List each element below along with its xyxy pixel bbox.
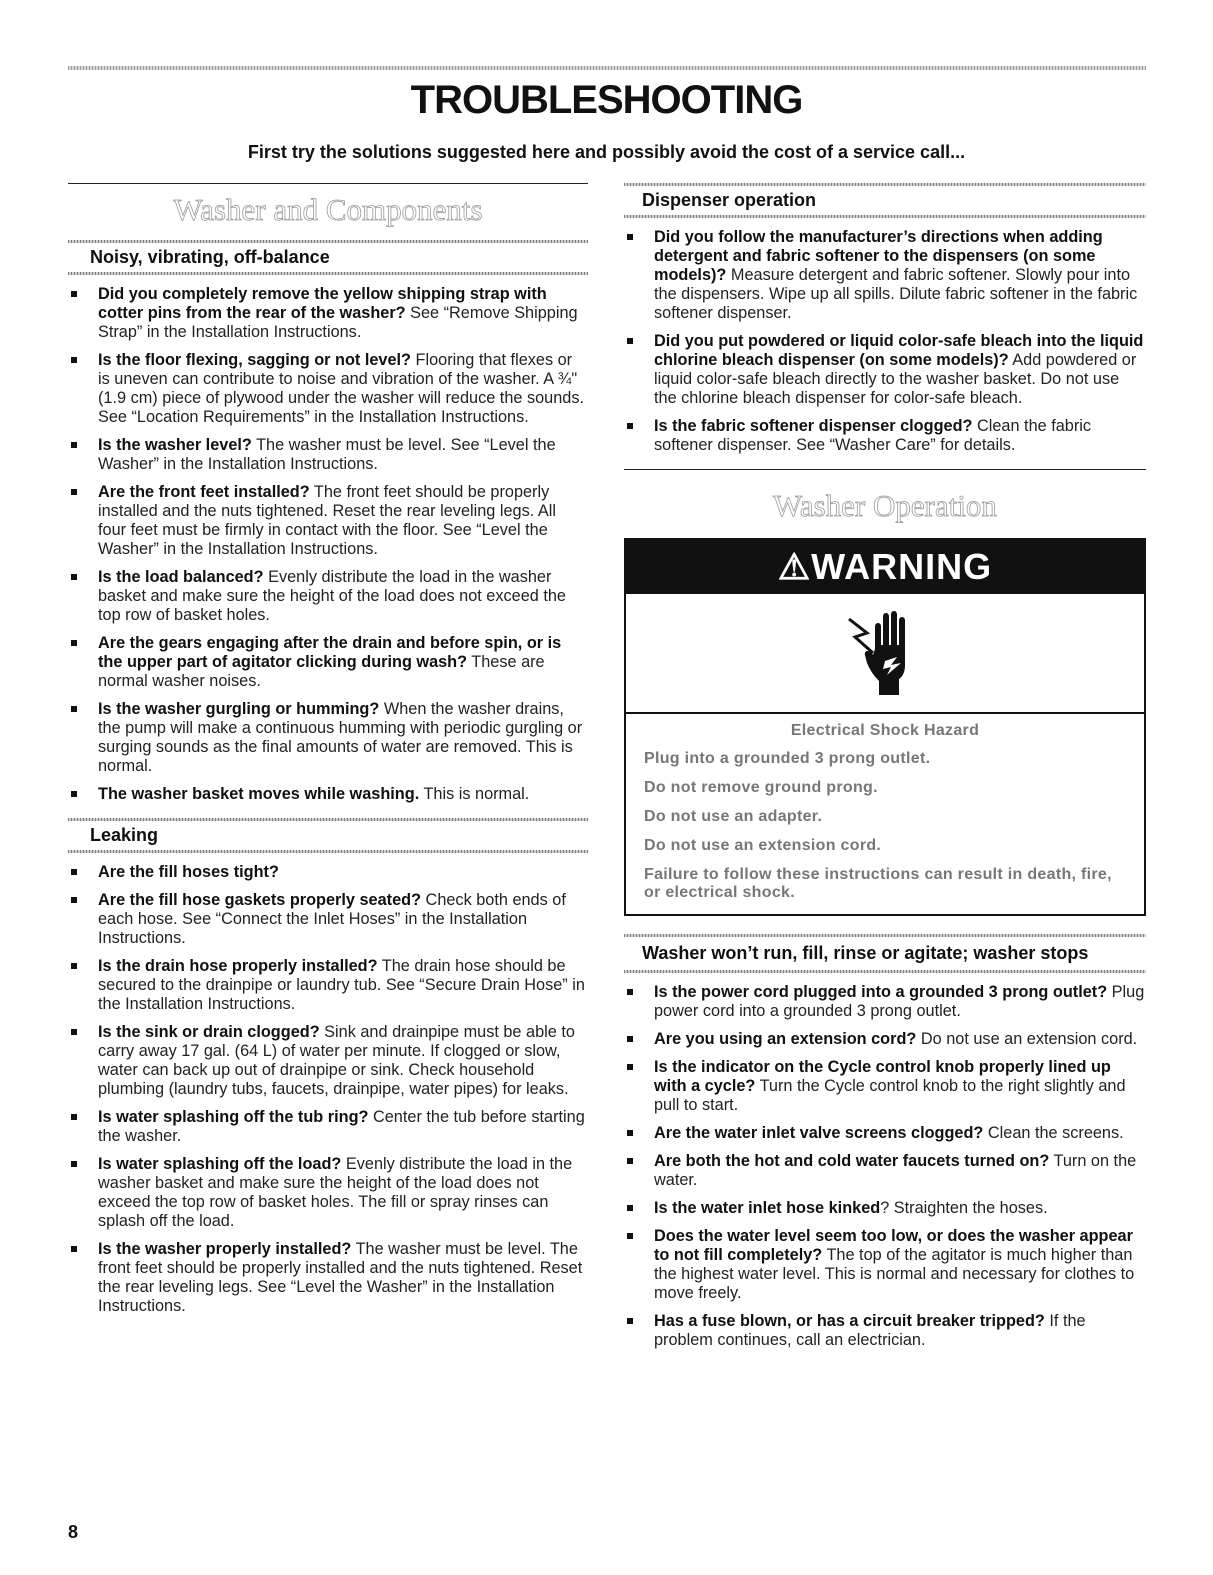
list-item <box>68 1023 588 1099</box>
answer-text: ? Straighten the hoses. <box>880 1199 1048 1217</box>
warning-box <box>624 594 1146 916</box>
answer-text: Evenly distribute the load in the washer basket and make sure the height of the load does not exceed the top row of basket holes. <box>98 568 566 624</box>
dotted-rule <box>68 850 588 853</box>
warning-icon-area <box>626 594 1144 714</box>
leaking-list <box>68 863 588 1316</box>
warning-header: ⚠WARNING <box>624 538 1146 594</box>
answer-text: Evenly distribute the load in the washer basket and make sure the height of the load does not exceed the top row of basket holes. The fill or spray rinses can splash off the load. <box>98 1155 573 1230</box>
list-item <box>624 983 1146 1021</box>
dotted-rule <box>68 818 588 821</box>
list-item <box>624 1199 1146 1218</box>
answer-text: Clean the screens. <box>983 1124 1124 1142</box>
section-heading-washer-components: Washer and Components <box>173 192 483 227</box>
question-text: Is the washer gurgling or humming? <box>98 700 380 718</box>
answer-text: Sink and drainpipe must be able to carry away 17 gal. (64 L) of water per minute. If clogged or slow, water can back up out of drainpipe or sink. Check household plumbing (laundry tubs, faucets, drainpipe, water pipes) for leaks. <box>98 1023 575 1098</box>
question-text: The washer basket moves while washing. <box>98 785 420 803</box>
answer-text: The washer must be level. See “Level the Washer” in the Installation Instructions. <box>98 436 556 473</box>
list-item <box>68 1108 588 1146</box>
subheading-dispenser: Dispenser operation <box>642 190 817 210</box>
list-item <box>624 1227 1146 1303</box>
list-item <box>68 957 588 1014</box>
section-rule <box>624 469 1146 470</box>
question-text: Is the fabric softener dispenser clogged? <box>654 417 973 435</box>
answer-text: The front feet should be properly installed and the nuts tightened. Reset the rear leveling legs. All four feet must be firmly in contact with the floor. See “Level the Washer” in the Installation Instructions. <box>98 483 556 558</box>
dotted-rule <box>68 272 588 275</box>
dotted-rule <box>624 215 1146 218</box>
list-item <box>68 436 588 474</box>
dotted-rule <box>624 183 1146 186</box>
question-text: Is the load balanced? <box>98 568 264 586</box>
left-column <box>68 183 588 1325</box>
dotted-rule <box>624 970 1146 973</box>
answer-text: These are normal washer noises. <box>98 653 545 690</box>
warning-line: Failure to follow these instructions can result in death, fire, or electrical shock. <box>644 866 1112 901</box>
answer-text: Plug power cord into a grounded 3 prong outlet. <box>654 983 1145 1020</box>
answer-text: Center the tub before starting the washer. <box>98 1108 585 1145</box>
page-number: 8 <box>68 1522 79 1542</box>
list-item <box>68 483 588 559</box>
answer-text: When the washer drains, the pump will make a continuous humming with periodic gurgling or surging sounds as the final amounts of water are removed. This is normal. <box>98 700 583 775</box>
dotted-rule <box>624 934 1146 937</box>
answer-text: See “Remove Shipping Strap” in the Installation Instructions. <box>98 304 578 341</box>
section-rule <box>68 183 588 184</box>
answer-text: The top of the agitator is much higher than the highest water level. This is normal and necessary for clothes to move freely. <box>654 1246 1135 1302</box>
question-text: Is the sink or drain clogged? <box>98 1023 320 1041</box>
question-text: Is the floor flexing, sagging or not level? <box>98 351 411 369</box>
page-subtitle: First try the solutions suggested here and possibly avoid the cost of a service call... <box>247 142 966 162</box>
answer-text: Add powdered or liquid color-safe bleach directly to the washer basket. Do not use the chlorine bleach dispenser for color-safe bleach. <box>654 351 1137 407</box>
question-text: Are the front feet installed? <box>98 483 310 501</box>
list-item <box>68 1155 588 1231</box>
warning-text <box>626 714 1144 914</box>
list-item <box>68 1240 588 1316</box>
list-item <box>68 634 588 691</box>
question-text: Is the indicator on the Cycle control knob properly lined up with a cycle? <box>654 1058 1111 1095</box>
question-text: Is the washer level? <box>98 436 252 454</box>
list-item <box>68 863 588 882</box>
question-text: Is water splashing off the load? <box>98 1155 342 1173</box>
warning-line: Do not remove ground prong. <box>644 779 878 796</box>
answer-text: If the problem continues, call an electrician. <box>654 1312 1086 1349</box>
question-text: Did you put powdered or liquid color-safe bleach into the liquid chlorine bleach dispenser (on some models)? <box>654 332 1144 369</box>
warning-line: Electrical Shock Hazard <box>790 722 980 739</box>
subheading-leaking: Leaking <box>90 825 159 845</box>
question-text: Is the water inlet hose kinked <box>654 1199 881 1217</box>
answer-text: Turn on the water. <box>654 1152 1137 1189</box>
list-item <box>624 1152 1146 1190</box>
wont-run-list <box>624 983 1146 1350</box>
top-dotted-rule <box>68 66 1146 70</box>
question-text: Has a fuse blown, or has a circuit breaker tripped? <box>654 1312 1045 1330</box>
list-item <box>624 1124 1146 1143</box>
subheading-noisy: Noisy, vibrating, off-balance <box>90 247 330 267</box>
warning-line: Do not use an adapter. <box>644 808 823 825</box>
list-item <box>624 1312 1146 1350</box>
list-item <box>624 417 1146 455</box>
question-text: Are the water inlet valve screens clogged? <box>654 1124 984 1142</box>
list-item <box>68 785 588 804</box>
list-item <box>68 891 588 948</box>
list-item <box>624 228 1146 323</box>
answer-text: Turn the Cycle control knob to the right slightly and pull to start. <box>654 1077 1126 1114</box>
question-text: Is water splashing off the tub ring? <box>98 1108 369 1126</box>
answer-text: The drain hose should be secured to the drainpipe or laundry tub. See “Secure Drain Hose” in the Installation Instructions. <box>98 957 585 1013</box>
dispenser-list <box>624 228 1146 455</box>
warning-line: Do not use an extension cord. <box>644 837 882 854</box>
answer-text: This is normal. <box>419 785 530 803</box>
list-item <box>624 1058 1146 1115</box>
answer-text: Do not use an extension cord. <box>916 1030 1138 1048</box>
list-item <box>68 700 588 776</box>
noisy-list <box>68 285 588 804</box>
question-text: Is the power cord plugged into a grounded 3 prong outlet? <box>654 983 1108 1001</box>
question-text: Are the fill hose gaskets properly seated? <box>98 891 422 909</box>
question-text: Did you completely remove the yellow shipping strap with cotter pins from the rear of the washer? <box>98 285 547 322</box>
answer-text: Clean the fabric softener dispenser. See “Washer Care” for details. <box>654 417 1092 454</box>
answer-text: Measure detergent and fabric softener. Slowly pour into the dispensers. Wipe up all spills. Dilute fabric softener in the fabric softener dispenser. <box>654 266 1138 322</box>
electric-shock-hand-icon <box>845 607 925 699</box>
question-text: Are the gears engaging after the drain and before spin, or is the upper part of agitator clicking during wash? <box>98 634 562 671</box>
question-text: Are you using an extension cord? <box>654 1030 917 1048</box>
right-column <box>624 183 1146 1359</box>
subheading-wont-run: Washer won’t run, fill, rinse or agitate; washer stops <box>642 943 1089 963</box>
question-text: Did you follow the manufacturer’s directions when adding detergent and fabric softener to the dispensers (on some models)? <box>654 228 1103 284</box>
question-text: Are both the hot and cold water faucets turned on? <box>654 1152 1050 1170</box>
page-title: TROUBLESHOOTING <box>410 78 803 122</box>
list-item <box>68 285 588 342</box>
question-text: Is the drain hose properly installed? <box>98 957 378 975</box>
dotted-rule <box>68 240 588 243</box>
answer-text: Check both ends of each hose. See “Connect the Inlet Hoses” in the Installation Instructions. <box>98 891 566 947</box>
list-item <box>68 568 588 625</box>
warning-line: Plug into a grounded 3 prong outlet. <box>644 750 931 767</box>
question-text: Is the washer properly installed? <box>98 1240 352 1258</box>
section-heading-washer-operation: Washer Operation <box>773 488 997 523</box>
list-item <box>68 351 588 427</box>
answer-text: The washer must be level. The front feet should be properly installed and the nuts tightened. Reset the rear leveling legs. See “Level the Washer” in the Installation Instructions. <box>98 1240 583 1315</box>
list-item <box>624 332 1146 408</box>
question-text: Does the water level seem too low, or does the washer appear to not fill completely? <box>654 1227 1133 1264</box>
answer-text: Flooring that flexes or is uneven can contribute to noise and vibration of the washer. A ¾" (1.9 cm) piece of plywood under the washer will reduce the sounds. See “Location Requirements” in the Installation Instructions. <box>98 351 584 426</box>
question-text: Are the fill hoses tight? <box>98 863 279 881</box>
list-item <box>624 1030 1146 1049</box>
